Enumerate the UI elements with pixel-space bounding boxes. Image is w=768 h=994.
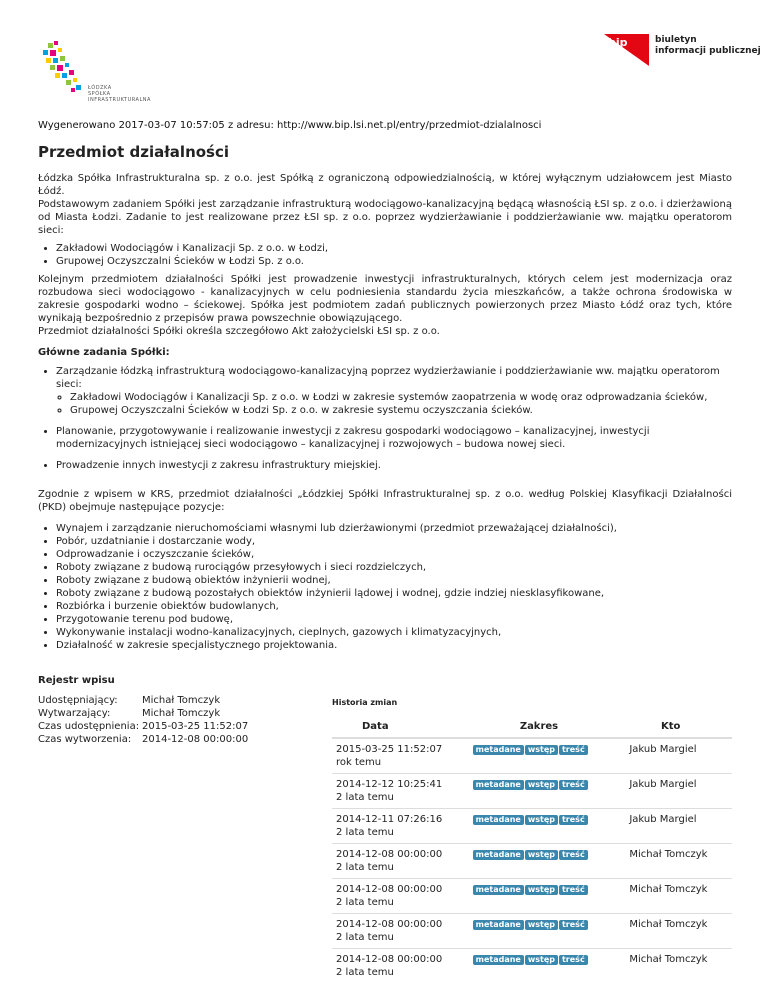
column-header: Data (332, 715, 469, 738)
tag-metadane[interactable]: metadane (473, 815, 524, 825)
register-row: Udostępniający: Michał Tomczyk (38, 695, 221, 706)
tag-wstep[interactable]: wstęp (525, 955, 558, 965)
table-row: 2014-12-12 10:25:41 2 lata temu metadane wstęp treść Jakub Margiel (332, 774, 732, 809)
tag-metadane[interactable]: metadane (473, 745, 524, 755)
table-row: 2014-12-08 00:00:00 2 lata temu metadane wstęp treść Michał Tomczyk (332, 879, 732, 914)
tag-tresc[interactable]: treść (559, 920, 588, 930)
investments-paragraph: Kolejnym przedmiotem działalności Spółki jest prowadzenie inwestycji infrastrukturalnych, których celem jest modernizacja oraz rozbudowa sieci wodociągowo - kanalizacyjnych w celu podniesienia standardu życia mieszkańców, a także ochrona środowiska w zakresie gospodarki wodno – ściekowej. Spółka jest podmiotem zadań publicznych powierzonych przez Miasto Łódź oraz tych, które wynikają bezpośrednio z przepisów prawa powszechnie obowiązującego. (38, 274, 732, 324)
deed-paragraph: Przedmiot działalności Spółki określa szczegółowo Akt założycielski ŁSI sp. z o.o. (38, 326, 440, 337)
list-item: • Roboty związane z budową rurociągów przesyłowych i sieci rozdzielczych, (56, 561, 732, 574)
history-table (332, 715, 732, 983)
tasks-paragraph: Podstawowym zadaniem Spółki jest zarządzanie infrastrukturą wodociągowo-kanalizacyjną będącą własnością ŁSI sp. z o.o. i dzierżawioną od Miasta Łodzi. Zadanie to jest realizowane przez ŁSI sp. z o.o. poprzez wydzierżawianie i poddzierżawianie ww. majątku operatorom sieci: (38, 199, 732, 236)
list-item: • Planowanie, przygotowywanie i realizowanie inwestycji z zakresu gospodarki wodociągowo – kanalizacyjnej, inwestycji modernizacyjnych istniejącej sieci wodociągowo – kanalizacyjnej i rozwojowych – budowa nowej sieci. (56, 425, 732, 451)
table-row: 2014-12-08 00:00:00 2 lata temu metadane wstęp treść Michał Tomczyk (332, 844, 732, 879)
sub-list (56, 391, 732, 417)
register-row: Czas wytworzenia: 2014-12-08 00:00:00 (38, 734, 249, 745)
list-item: • Grupowej Oczyszczalni Ścieków w Łodzi Sp. z o.o. (56, 255, 732, 268)
list-item: • Wykonywanie instalacji wodno-kanalizacyjnych, cieplnych, gazowych i klimatyzacyjnych, (56, 626, 732, 639)
tag-tresc[interactable]: treść (559, 885, 588, 895)
table-row: 2015-03-25 11:52:07 rok temu metadane wstęp treść Jakub Margiel (332, 738, 732, 774)
list-item: • Roboty związane z budową pozostałych obiektów inżynierii lądowej i wodnej, gdzie indziej niesklasyfikowane, (56, 587, 732, 600)
table-row: 2014-12-08 00:00:00 2 lata temu metadane wstęp treść Michał Tomczyk (332, 914, 732, 949)
list-item: • Pobór, uzdatnianie i dostarczanie wody, (56, 535, 732, 548)
bip-logo-text: bip (608, 36, 628, 49)
tag-wstep[interactable]: wstęp (525, 815, 558, 825)
list-item: • Roboty związane z budową obiektów inżynierii wodnej, (56, 574, 732, 587)
operators-list (38, 242, 732, 268)
list-item: • Zakładowi Wodociągów i Kanalizacji Sp. z o.o. w Łodzi, (56, 242, 732, 255)
tasks-heading: Główne zadania Spółki: (38, 347, 170, 358)
tag-wstep[interactable]: wstęp (525, 920, 558, 930)
tag-tresc[interactable]: treść (559, 955, 588, 965)
page-title: Przedmiot działalności (38, 143, 230, 161)
logo-mosaic-icon (43, 41, 81, 92)
tag-wstep[interactable]: wstęp (525, 850, 558, 860)
tag-metadane[interactable]: metadane (473, 780, 524, 790)
list-item: ◦ Grupowej Oczyszczalni Ścieków w Łodzi Sp. z o.o. w zakresie systemu oczyszczania ścieków. (70, 404, 732, 417)
tag-metadane[interactable]: metadane (473, 955, 524, 965)
list-item: • Wynajem i zarządzanie nieruchomościami własnymi lub dzierżawionymi (przedmiot przeważającej działalności), (56, 522, 732, 535)
column-header: Kto (609, 715, 732, 738)
history-title: Historia zmian (332, 698, 398, 707)
tag-wstep[interactable]: wstęp (525, 745, 558, 755)
tag-wstep[interactable]: wstęp (525, 780, 558, 790)
tag-metadane[interactable]: metadane (473, 920, 524, 930)
generated-info: Wygenerowano 2017-03-07 10:57:05 z adresu: http://www.bip.lsi.net.pl/entry/przedmiot-dzialalnosci (38, 120, 542, 131)
tag-wstep[interactable]: wstęp (525, 885, 558, 895)
tag-tresc[interactable]: treść (559, 815, 588, 825)
pkd-intro: Zgodnie z wpisem w KRS, przedmiot działalności „Łódzkiej Spółki Infrastrukturalnej sp. z o.o. według Polskiej Klasyfikacji Działalności (PKD) obejmuje następujące pozycje: (38, 489, 732, 513)
list-item: • Odprowadzanie i oczyszczanie ścieków, (56, 548, 732, 561)
table-row: 2014-12-08 00:00:00 2 lata temu metadane wstęp treść Michał Tomczyk (332, 949, 732, 984)
history-section (332, 696, 732, 983)
tag-metadane[interactable]: metadane (473, 850, 524, 860)
list-item: ◦ Zakładowi Wodociągów i Kanalizacji Sp. z o.o. w Łodzi w zakresie systemów zaopatrzenia w wodę oraz odprowadzania ścieków, (70, 391, 732, 404)
list-item: • Rozbiórka i burzenie obiektów budowlanych, (56, 600, 732, 613)
register-info (38, 694, 248, 746)
logo-text: ŁÓDZKA SPÓŁKA INFRASTRUKTURALNA (88, 85, 151, 103)
list-item: • Zarządzanie łódzką infrastrukturą wodociągowo-kanalizacyjną poprzez wydzierżawianie i poddzierżawianie ww. majątku operatorom sieci: ◦ Zakładowi Wodociągów i Kanalizacji Sp. z o.o. w Łodzi w zakresie systemów zaopatrzenia w wodę oraz odprowadzania ścieków, ◦ Grupowej Oczyszczalni Ścieków w Łodzi Sp. z o.o. w zakresie systemu oczyszczania ścieków. (56, 365, 732, 417)
list-item: • Przygotowanie terenu pod budowę, (56, 613, 732, 626)
pkd-list (38, 522, 732, 652)
main-content (38, 142, 732, 657)
tag-tresc[interactable]: treść (559, 780, 588, 790)
tag-tresc[interactable]: treść (559, 745, 588, 755)
intro-paragraph: Łódzka Spółka Infrastrukturalna sp. z o.o. jest Spółką z ograniczoną odpowiedzialnością, w której wyłącznym udziałowcem jest Miasto Łódź. (38, 173, 732, 197)
tag-tresc[interactable]: treść (559, 850, 588, 860)
list-item: • Prowadzenie innych inwestycji z zakresu infrastruktury miejskiej. (56, 459, 732, 472)
register-row: Czas udostępnienia: 2015-03-25 11:52:07 (38, 721, 249, 732)
tag-metadane[interactable]: metadane (473, 885, 524, 895)
table-row: 2014-12-11 07:26:16 2 lata temu metadane wstęp treść Jakub Margiel (332, 809, 732, 844)
tasks-list (38, 365, 732, 472)
bip-text: biuletyn informacji publicznej (655, 35, 761, 56)
column-header: Zakres (469, 715, 610, 738)
register-title: Rejestr wpisu (38, 675, 115, 686)
register-row: Wytwarzający: Michał Tomczyk (38, 708, 221, 719)
register-section (38, 674, 732, 978)
list-item: • Działalność w zakresie specjalistycznego projektowania. (56, 639, 732, 652)
